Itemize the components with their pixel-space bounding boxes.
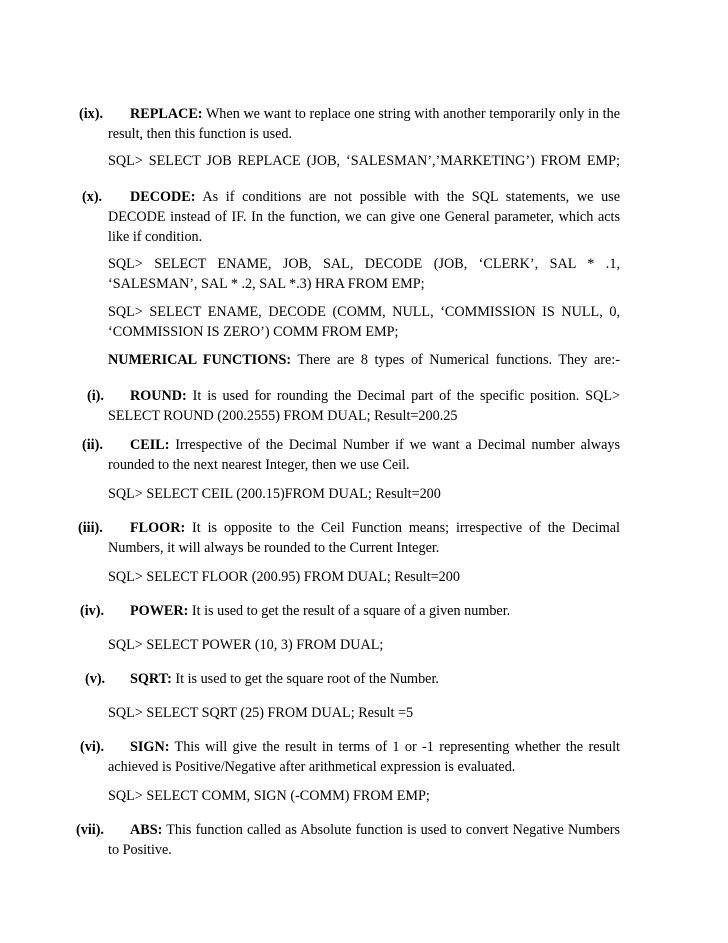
sql-example: SQL> SELECT JOB REPLACE (JOB, ‘SALESMAN’,’MARKETING’) FROM EMP; [108, 153, 620, 169]
item-text: This will give the result in terms of 1 or -1 representing whether the result achieved is Positive/Negative after arithmetical expression is evaluated. [108, 739, 620, 775]
item-number: (iv). [80, 603, 105, 619]
item-heading: CEIL: [130, 437, 170, 453]
item-number: (v). [85, 671, 106, 687]
item-number: (iii). [78, 520, 103, 536]
item-abs-description [108, 820, 620, 860]
section-text: There are 8 types of Numerical functions. They are:- [291, 352, 620, 368]
item-heading: DECODE: [130, 189, 196, 205]
item-power-description [108, 601, 620, 621]
item-heading: FLOOR: [130, 520, 186, 536]
item-sign-description [108, 737, 620, 777]
sql-example: SQL> SELECT POWER (10, 3) FROM DUAL; [108, 637, 384, 653]
item-number: (i). [87, 388, 104, 404]
item-heading: REPLACE: [130, 106, 203, 122]
item-round-description [108, 386, 620, 426]
sql-example: SQL> SELECT SQRT (25) FROM DUAL; Result =5 [108, 705, 414, 721]
item-number: (vi). [80, 739, 105, 755]
item-heading: POWER: [130, 603, 189, 619]
item-ceil-description [108, 435, 620, 475]
sql-example: SQL> SELECT CEIL (200.15)FROM DUAL; Result=200 [108, 486, 441, 502]
item-text: It is used to get the result of a square of a given number. [188, 603, 511, 619]
item-text: It is used for rounding the Decimal part of the specific position. SQL> SELECT ROUND (200.2555) FROM DUAL; Result=200.25 [108, 388, 620, 424]
item-floor-description [108, 518, 620, 558]
item-heading: ABS: [130, 822, 163, 838]
item-number: (x). [82, 189, 103, 205]
item-replace-description [108, 104, 620, 144]
item-text: As if conditions are not possible with the SQL statements, we use DECODE instead of IF. In the function, we can give one General parameter, which acts like if condition. [108, 189, 620, 245]
item-heading: SQRT: [130, 671, 172, 687]
item-text: When we want to replace one string with another temporarily only in the result, then this function is used. [108, 106, 620, 142]
item-heading: SIGN: [130, 739, 170, 755]
item-text: Irrespective of the Decimal Number if we want a Decimal number always rounded to the next nearest Integer, then we use Ceil. [108, 437, 620, 473]
item-heading: ROUND: [130, 388, 187, 404]
sql-example: SQL> SELECT ENAME, JOB, SAL, DECODE (JOB, ‘CLERK’, SAL * .1, ‘SALESMAN’, SAL * .2, SAL *.3) HRA FROM EMP; [108, 256, 620, 292]
item-number: (ix). [79, 106, 104, 122]
section-intro [108, 350, 620, 370]
item-text: It is opposite to the Ceil Function means; irrespective of the Decimal Numbers, it will always be rounded to the Current Integer. [108, 520, 620, 556]
item-sqrt-description [108, 669, 620, 689]
sql-example: SQL> SELECT COMM, SIGN (-COMM) FROM EMP; [108, 788, 430, 804]
item-number: (vii). [76, 822, 104, 838]
item-decode-description [108, 187, 620, 247]
item-text: This function called as Absolute function is used to convert Negative Numbers to Positive. [108, 822, 620, 858]
item-number: (ii). [82, 437, 103, 453]
sql-example: SQL> SELECT FLOOR (200.95) FROM DUAL; Result=200 [108, 569, 460, 585]
item-text: It is used to get the square root of the Number. [171, 671, 439, 687]
sql-example: SQL> SELECT ENAME, DECODE (COMM, NULL, ‘COMMISSION IS NULL, 0, ‘COMMISSION IS ZERO’) COMM FROM EMP; [108, 304, 620, 340]
section-heading: NUMERICAL FUNCTIONS: [108, 352, 292, 368]
